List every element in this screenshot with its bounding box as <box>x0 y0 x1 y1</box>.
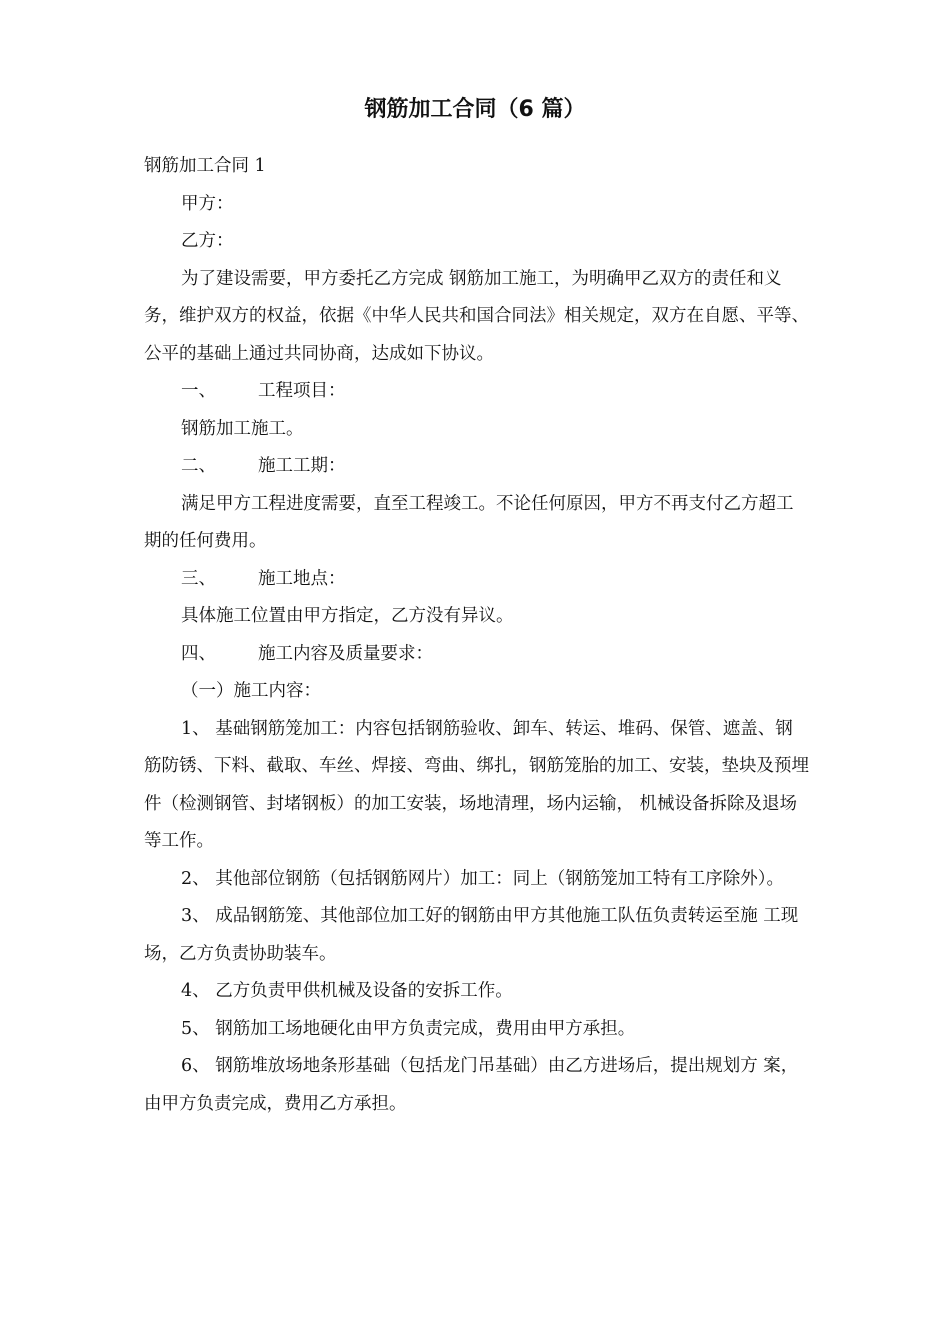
document-title: 钢筋加工合同（6 篇） <box>364 97 586 122</box>
list-item-6: 6、 钢筋堆放场地条形基础（包括龙门吊基础）由乙方进场后，提出规划方 案，由甲方负责完成，费用乙方承担。 <box>144 1056 799 1114</box>
list-item-1: 1、 基础钢筋笼加工：内容包括钢筋验收、卸车、转运、堆码、保管、遮盖、钢筋防锈、下料、截取、车丝、焊接、弯曲、绑扎，钢筋笼胎的加工、安装，垫块及预埋件（检测钢管、封堵钢板）的加工安装，场地清理，场内运输， 机械设备拆除及退场等工作。 <box>144 718 809 851</box>
section-3-heading <box>144 561 809 599</box>
subsection-1-heading: （一）施工内容： <box>181 681 321 701</box>
section-4-number: 四、 <box>181 643 216 664</box>
section-1-number: 一、 <box>181 381 216 401</box>
section-2-title: 施工工期： <box>258 456 346 476</box>
preamble-paragraph: 为了建设需要，甲方委托乙方完成 钢筋加工施工，为明确甲乙双方的责任和义务，维护双方的权益，依据《中华人民共和国合同法》相关规定，双方在自愿、平等、公平的基础上通过共同协商，达成如下协议。 <box>144 268 809 364</box>
list-item-4: 4、 乙方负责甲供机械及设备的安拆工作。 <box>181 981 513 1001</box>
section-3-body: 具体施工位置由甲方指定，乙方没有异议。 <box>181 606 514 626</box>
section-2-body: 满足甲方工程进度需要，直至工程竣工。不论任何原因，甲方不再支付乙方超工期的任何费用。 <box>144 493 794 551</box>
list-item-2: 2、 其他部位钢筋（包括钢筋网片）加工：同上（钢筋笼加工特有工序除外）。 <box>181 868 784 889</box>
party-b-label: 乙方： <box>181 231 234 251</box>
section-3-title: 施工地点： <box>258 568 346 589</box>
list-item-5: 5、 钢筋加工场地硬化由甲方负责完成，费用由甲方承担。 <box>181 1018 636 1039</box>
list-item-3: 3、 成品钢筋笼、其他部位加工好的钢筋由甲方其他施工队伍负责转运至施 工现场，乙方负责协助装车。 <box>144 906 799 964</box>
contract-subtitle: 钢筋加工合同 1 <box>144 156 266 176</box>
section-2-heading <box>144 448 809 486</box>
section-1-title: 工程项目： <box>258 381 346 401</box>
section-2-number: 二、 <box>181 456 216 476</box>
section-1-heading <box>144 373 809 411</box>
section-3-number: 三、 <box>181 568 216 589</box>
document-body <box>144 148 809 1123</box>
section-1-body: 钢筋加工施工。 <box>181 418 304 439</box>
section-4-title: 施工内容及质量要求： <box>258 643 433 664</box>
section-4-heading <box>144 636 809 674</box>
party-a-label: 甲方： <box>181 193 234 214</box>
